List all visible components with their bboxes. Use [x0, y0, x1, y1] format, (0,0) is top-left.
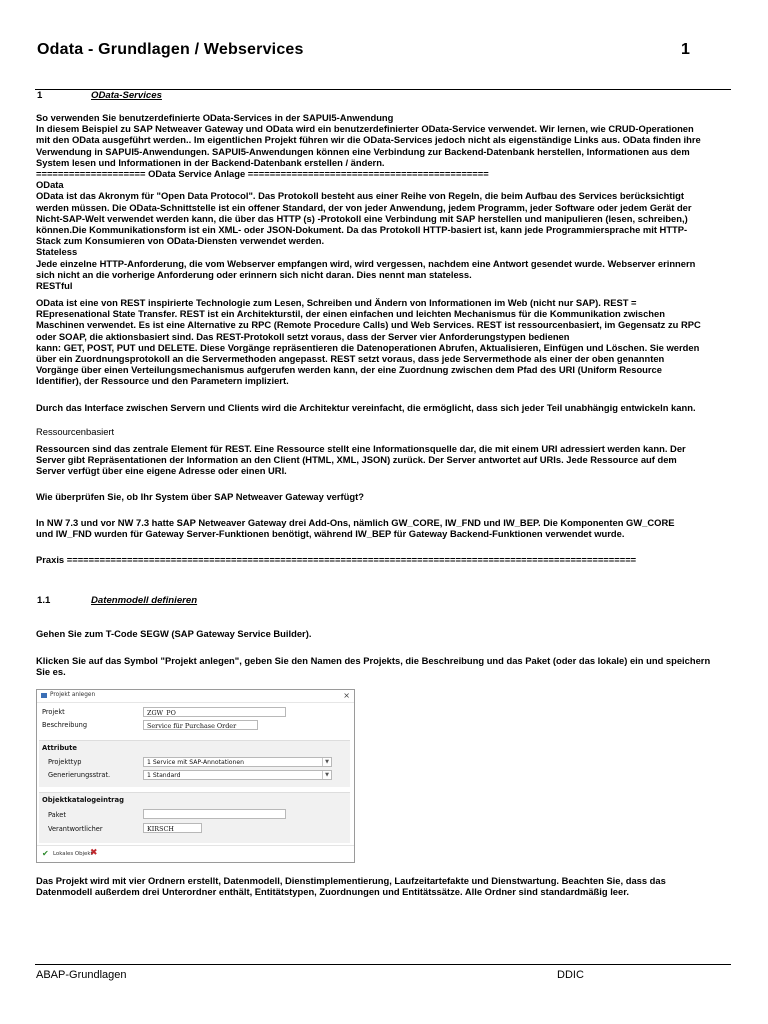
generierung-label: Generierungsstrat.	[48, 771, 111, 779]
sap-logo-icon	[41, 693, 47, 698]
question-paragraph	[36, 491, 732, 502]
verantwortlicher-input[interactable]: KIRSCH	[143, 823, 202, 833]
text-line: Durch das Interface zwischen Servern und Clients wird die Architektur vereinfacht, die ermöglicht, dass sich jeder Teil unabhängig entwickeln kann.	[36, 402, 696, 413]
text-line: Verwendung in SAPUI5-Anwendungen. SAPUI5-Anwendungen können eine Verbindung zur Backend-Datenbank herstellen, Informationen aus dem	[36, 145, 690, 157]
projekttyp-value: 1 Service mit SAP-Annotationen	[147, 759, 245, 766]
ressourcen-paragraph	[36, 443, 732, 477]
page-number: 1	[681, 41, 690, 58]
tcode-paragraph	[36, 628, 732, 639]
text-line: Server gibt Repräsentationen der Information an den Client (HTML, XML, JSON) zurück. Der Server antwortet auf URIs. Jede Ressource auf dem	[36, 454, 677, 466]
text-line: Maschinen verwendet. Es ist eine Alternative zu RPC (Remote Procedure Calls) und Web Services. REST ist ressourcenbasiert, im Gegensatz zu RPC	[36, 319, 701, 331]
objektkatalog-title: Objektkatalogeintrag	[42, 796, 124, 804]
text-line: Gehen Sie zum T-Code SEGW (SAP Gateway Service Builder).	[36, 628, 312, 639]
attribute-title: Attribute	[42, 744, 78, 752]
attribute-group	[39, 740, 350, 787]
click-paragraph	[36, 655, 732, 677]
text-line: werden müssen. Die OData-Schnittstelle ist ein offener Standard, der von jeder Anwendung, jedem Programm, jeder Software oder jedem Gerät der	[36, 201, 692, 213]
text-line: sich nicht an die vorherige Anforderung oder erinnern sich nicht daran. Dies nennt man stateless.	[36, 268, 472, 280]
section-title: Datenmodell definieren	[91, 595, 198, 606]
text-line: In NW 7.3 und vor NW 7.3 hatte SAP Netweaver Gateway drei Add-Ons, nämlich GW_CORE, IW_FND und IW_BEP. Die Komponenten GW_CORE	[36, 517, 675, 528]
paket-label: Paket	[48, 811, 66, 819]
chevron-down-icon[interactable]: ▼	[322, 771, 331, 779]
text-line: Jede einzelne HTTP-Anforderung, die vom Webserver empfangen wird, wird vergessen, nachdem eine Antwort gesendet wurde. Webserver erinnern	[36, 257, 696, 269]
projekt-input[interactable]: ZGW_PO	[143, 707, 286, 717]
dialog-footer	[37, 845, 354, 862]
rest-paragraph	[36, 297, 732, 387]
footer-right: DDIC	[557, 969, 584, 981]
text-line: REpresenational State Transfer. REST ist ein Architekturstil, der einen einfachen und leichten Mechanismus für die Kommunikation zwischen	[36, 308, 665, 320]
text-line: Sie es.	[36, 666, 66, 678]
text-line: OData	[36, 179, 64, 191]
section-number: 1	[37, 90, 43, 101]
text-line: Stateless	[36, 246, 78, 258]
verantwortlicher-label: Verantwortlicher	[48, 825, 103, 833]
text-line: Klicken Sie auf das Symbol "Projekt anlegen", geben Sie den Namen des Projekts, die Beschreibung und das Paket (oder das lokale) ein und speichern	[36, 655, 711, 666]
close-icon[interactable]: ×	[343, 691, 350, 700]
lokales-objekt-button[interactable]: Lokales Objekt	[53, 851, 93, 857]
checkmark-icon[interactable]: ✔	[42, 849, 49, 858]
beschreibung-input[interactable]: Service für Purchase Order	[143, 720, 258, 730]
after-paragraph	[36, 875, 732, 897]
nw-paragraph	[36, 517, 732, 539]
beschreibung-label: Beschreibung	[42, 721, 88, 729]
text-line: können.Die Kommunikationsform ist ein XML- oder JSON-Dokument. Da das Protokoll HTTP-basiert ist, kann jede Programmiersprache mit HTTP-	[36, 224, 688, 236]
chevron-down-icon[interactable]: ▼	[322, 758, 331, 766]
paket-input[interactable]	[143, 809, 286, 819]
text-line: Wie überprüfen Sie, ob Ihr System über SAP Netweaver Gateway verfügt?	[36, 491, 364, 502]
text-line: System lesen und Informationen in der Backend-Datenbank erstellen / ändern.	[36, 156, 385, 168]
cancel-icon[interactable]: ✖	[90, 848, 98, 858]
projekt-label: Projekt	[42, 708, 65, 716]
ressourcen-heading: Ressourcenbasiert	[36, 426, 115, 437]
text-line: Nicht-SAP-Welt verwendet werden kann, die über das HTTP (s) -Protokoll eine Verbindung mit SAP herstellen und manipulieren (lesen, schreiben,)	[36, 212, 688, 224]
dialog-titlebar	[37, 690, 354, 703]
text-line: kann: GET, POST, PUT und DELETE. Diese Vorgänge repräsentieren die Datenoperationen Abrufen, Aktualisieren, Einfügen und Löschen. Sie werden	[36, 341, 700, 353]
text-line: Stack zum Konsumieren von OData-Diensten verwendet werden.	[36, 235, 325, 247]
generierung-value: 1 Standard	[147, 772, 181, 779]
section-title: OData-Services	[91, 90, 162, 101]
text-line: RESTful	[36, 280, 73, 292]
text-line: Vorgänge über einen Verteilungsmechanismus aufgerufen werden kann, der eine Zuordnung zwischen dem Pfad des URI (Uniform Resource	[36, 364, 662, 376]
text-line: Identifier), der Ressource und den Parametern impliziert.	[36, 375, 289, 387]
footer-rule	[35, 964, 731, 965]
text-line: In diesem Beispiel zu SAP Netweaver Gateway und OData wird ein benutzerdefinierter OData-Service verwendet. Wir lernen, wie CRUD-Operationen	[36, 123, 694, 135]
projekt-anlegen-dialog	[36, 689, 355, 863]
footer-left: ABAP-Grundlagen	[36, 969, 127, 981]
praxis-line: Praxis ========================================================================================================	[36, 554, 637, 565]
text-line: Das Projekt wird mit vier Ordnern erstellt, Datenmodell, Dienstimplementierung, Laufzeitartefakte und Dienstwartung. Beachten Sie, dass das	[36, 875, 666, 886]
projekttyp-select[interactable]	[143, 757, 332, 767]
text-line: OData ist eine von REST inspirierte Technologie zum Lesen, Schreiben und Ändern von Informationen im Web (nicht nur SAP). REST =	[36, 297, 637, 308]
interface-paragraph	[36, 402, 732, 413]
intro-paragraph	[36, 112, 732, 291]
text-line: und IW_FND wurden für Gateway Server-Funktionen benötigt, während IW_BEP für Gateway Backend-Funktionen verwendet wurde.	[36, 528, 625, 540]
text-line: oder SOAP, die aktionsbasiert sind. Das REST-Protokoll setzt voraus, dass der Server vier Anforderungstypen bedienen	[36, 330, 570, 342]
text-line: So verwenden Sie benutzerdefinierte OData-Services in der SAPUI5-Anwendung	[36, 112, 394, 123]
section-number: 1.1	[37, 595, 51, 606]
objektkatalog-group	[39, 792, 350, 843]
text-line: Server verfügt über eine eigene Adresse oder einen URI.	[36, 465, 287, 477]
text-line: über ein Zuordnungsprotokoll an die Servermethoden angepasst. REST setzt voraus, dass jede Servermethode als einer der oben genannten	[36, 353, 665, 365]
text-line: Datenmodell außerdem drei Unterordner enthält, Entitätstypen, Zuordnungen und Entitätssätze. Alle Ordner sind standardmäßig leer.	[36, 886, 629, 898]
text-line: ==================== OData Service Anlage ============================================	[36, 168, 489, 180]
text-line: OData ist das Akronym für "Open Data Protocol". Das Protokoll besteht aus einer Reihe von Regeln, die beim Aufbau des Services berücksichtigt	[36, 190, 684, 202]
page-title: Odata - Grundlagen / Webservices	[37, 41, 304, 58]
dialog-title: Projekt anlegen	[50, 692, 96, 698]
generierung-select[interactable]	[143, 770, 332, 780]
text-line: Ressourcen sind das zentrale Element für REST. Eine Ressource stellt eine Informationsquelle dar, die mit einem URI adressiert werden kann. Der	[36, 443, 686, 454]
projekttyp-label: Projekttyp	[48, 758, 82, 766]
text-line: mit den OData ausgeführt werden.. Im eigentlichen Projekt führen wir die OData-Services jedoch nicht als eigenständige Links aus. OData finden ihre	[36, 134, 701, 146]
